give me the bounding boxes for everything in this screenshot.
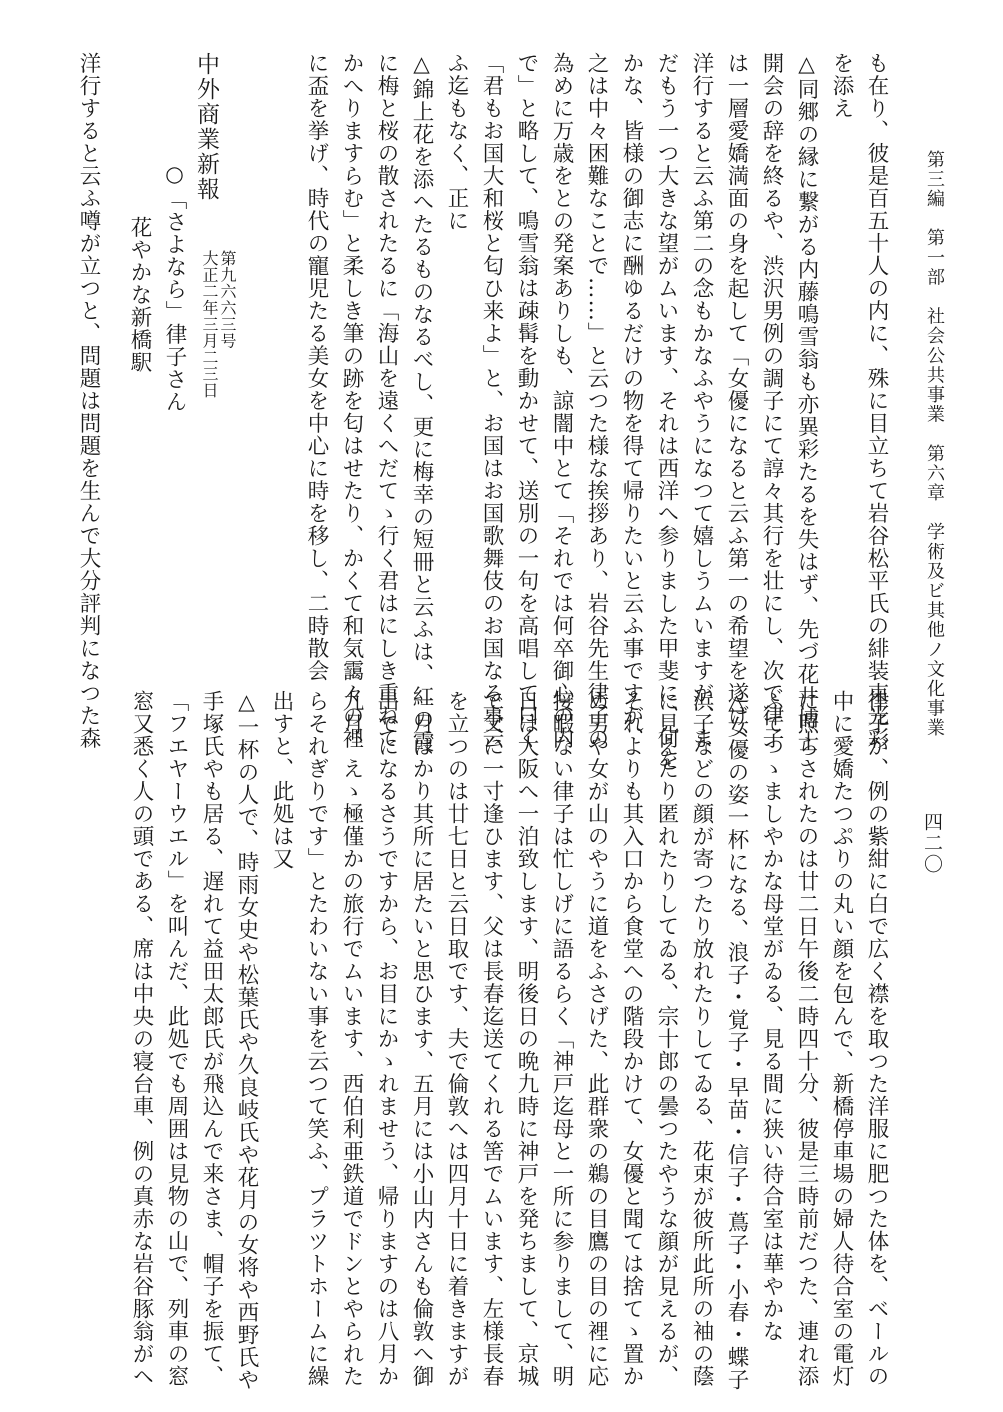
lower-line: △女優の姿一杯になる、浪子・覚子・早苗・信子・蔦子・小春・蝶子: [724, 690, 749, 1391]
upper-line: 為めに万歳をとの発案ありしも、諒闇中とて「それでは何卒御心の内: [549, 52, 574, 750]
lower-line: を立つのは廿七日と云日取です、夫で倫敦へは四月十日に着きますが: [444, 690, 469, 1388]
upper-line: 開会の辞を終るや、渋沢男例の調子にて諄々其行を壮にし、次で律子: [759, 52, 784, 750]
lower-line: 浜子などの顔が寄つたり放れたりしてゐる、花束が彼所此所の袖の蔭: [689, 690, 714, 1388]
lower-line: 九月、えゝ極僅かの旅行でムいます、西伯利亜鉄道でドンとやられた: [339, 690, 364, 1388]
lower-line: △一杯の人で、時雨女史や松葉氏や久良岐氏や花月の女将や西野氏や: [234, 690, 259, 1391]
lower-line: らそれぎりです」とたわいない事を云つて笑ふ、プラツトホームに繰: [304, 690, 329, 1388]
upper-line: だもう一つ大きな望がムいます、それは西洋へ参りました甲斐に、何を: [654, 52, 679, 772]
upper-line: △同郷の縁に繋がる内藤鳴雪翁も亦異彩たるを失はず、先づ花井博士: [794, 52, 819, 753]
upper-line: に梅と桜の散されたるに「海山を遠くへだてゝ行く君はにしき重ねて: [374, 52, 399, 750]
upper-line: かな、皆様の御志に酬ゆるだけの物を得て帰りたいと云ふ事ですが、: [619, 52, 644, 750]
upper-line: を添え: [829, 52, 854, 120]
upper-line: は一層愛嬌満面の身を起して「女優になると云ふ第一の希望を遂げ、: [724, 52, 749, 750]
upper-line: 洋行すると云ふ第二の念もかなふやうになつて嬉しうムいますが、ま: [689, 52, 714, 750]
lower-line: 「フエヤーウエル」を叫んだ、此処でも周囲は見物の山で、列車の窓: [164, 690, 189, 1388]
lower-line: それよりも其入口から食堂への階段かけて、女優と聞ては捨てゝ置か: [619, 690, 644, 1388]
issue-date: 大正二年三月二三日: [200, 250, 219, 399]
upper-line: に盃を挙げ、時代の寵児たる美女を中心に時を移し、二時散会: [304, 52, 329, 682]
lower-line: に照らされたのは廿二日午後二時四十分、彼是三時前だつた、連れ添: [794, 690, 819, 1388]
lower-line: 接暇ない律子は忙しげに語るらく「神戸迄母と一所に参りまして、明: [549, 690, 574, 1388]
upper-line: 洋行すると云ふ噂が立つと、問題は問題を生んで大分評判になつた森: [76, 52, 101, 750]
running-header: 第三編 第一部 社会公共事業 第六章 学術及ビ其他ノ文化事業: [924, 150, 945, 738]
upper-line: で」と略して、鳴雪翁は疎髯を動かせて、送別の一句を高唱して曰く: [514, 52, 539, 750]
lower-line: 出すと、此処は又: [269, 690, 294, 870]
lower-line: 出でになるさうですから、お目にかゝれませう、帰りますのは八月か: [374, 690, 399, 1388]
article-subheadline: 花やかな新橋駅: [127, 216, 152, 374]
upper-line: かへりますらむ」と柔しき筆の跡を匂はせたり、かくて和気靄々の裡: [339, 52, 364, 750]
lower-line: に見えたり匿れたりしてゐる、宗十郎の曇つたやうな顔が見えるが、: [654, 690, 679, 1388]
lower-line: 手塚氏やも居る、遅れて益田太郎氏が飛込んで来さま、帽子を振て、: [199, 690, 224, 1388]
lower-line: 一月ばかり其所に居たいと思ひます、五月には小山内さんも倫敦へ御: [409, 690, 434, 1388]
lower-line: 窓又悉く人の頭である、席は中央の寝台車、例の真赤な岩谷豚翁がヘ: [129, 690, 154, 1388]
upper-line: 之は中々困難なことで……」と云つた様な挨拶あり、岩谷先生律子の: [584, 52, 609, 750]
lower-line: ふてつゝましやかな母堂がゐる、見る間に狭い待合室は華やかな: [759, 690, 784, 1343]
issue-number: 第九六六三号: [218, 250, 237, 349]
lower-line: 律子が、例の紫紺に白で広く襟を取つた洋服に肥つた体を、ベールの: [864, 690, 889, 1388]
upper-line: ふ迄もなく、正に: [444, 52, 469, 232]
article-headline: ○「さよなら」律子さん: [162, 162, 187, 413]
page-number: 四二〇: [921, 812, 943, 875]
newspaper-title: 中外商業新報: [193, 52, 219, 202]
upper-line: も在り、彼是百五十人の内に、殊に目立ちて岩谷松平氏の緋装束光彩: [864, 52, 889, 750]
lower-line: ぬ男や女が山のやうに道をふさげた、此群衆の鵜の目鷹の目の裡に応: [584, 690, 609, 1388]
lower-line: 日は大阪へ一泊致します、明後日の晩九時に神戸を発ちまして、京城: [514, 690, 539, 1388]
lower-line: 中に愛嬌たつぷりの丸い顔を包んで、新橋停車場の婦人待合室の電灯: [829, 690, 854, 1388]
lower-line: で父に一寸逢ひます、父は長春迄送てくれる筈でムいます、左様長春: [479, 690, 504, 1388]
upper-line: 「君もお国大和桜と匂ひ来よ」と、お国はお国歌舞伎のお国なる事云: [479, 52, 504, 750]
upper-line: △錦上花を添へたるものなるべし、更に梅幸の短冊と云ふは、紅の霞: [409, 52, 434, 753]
